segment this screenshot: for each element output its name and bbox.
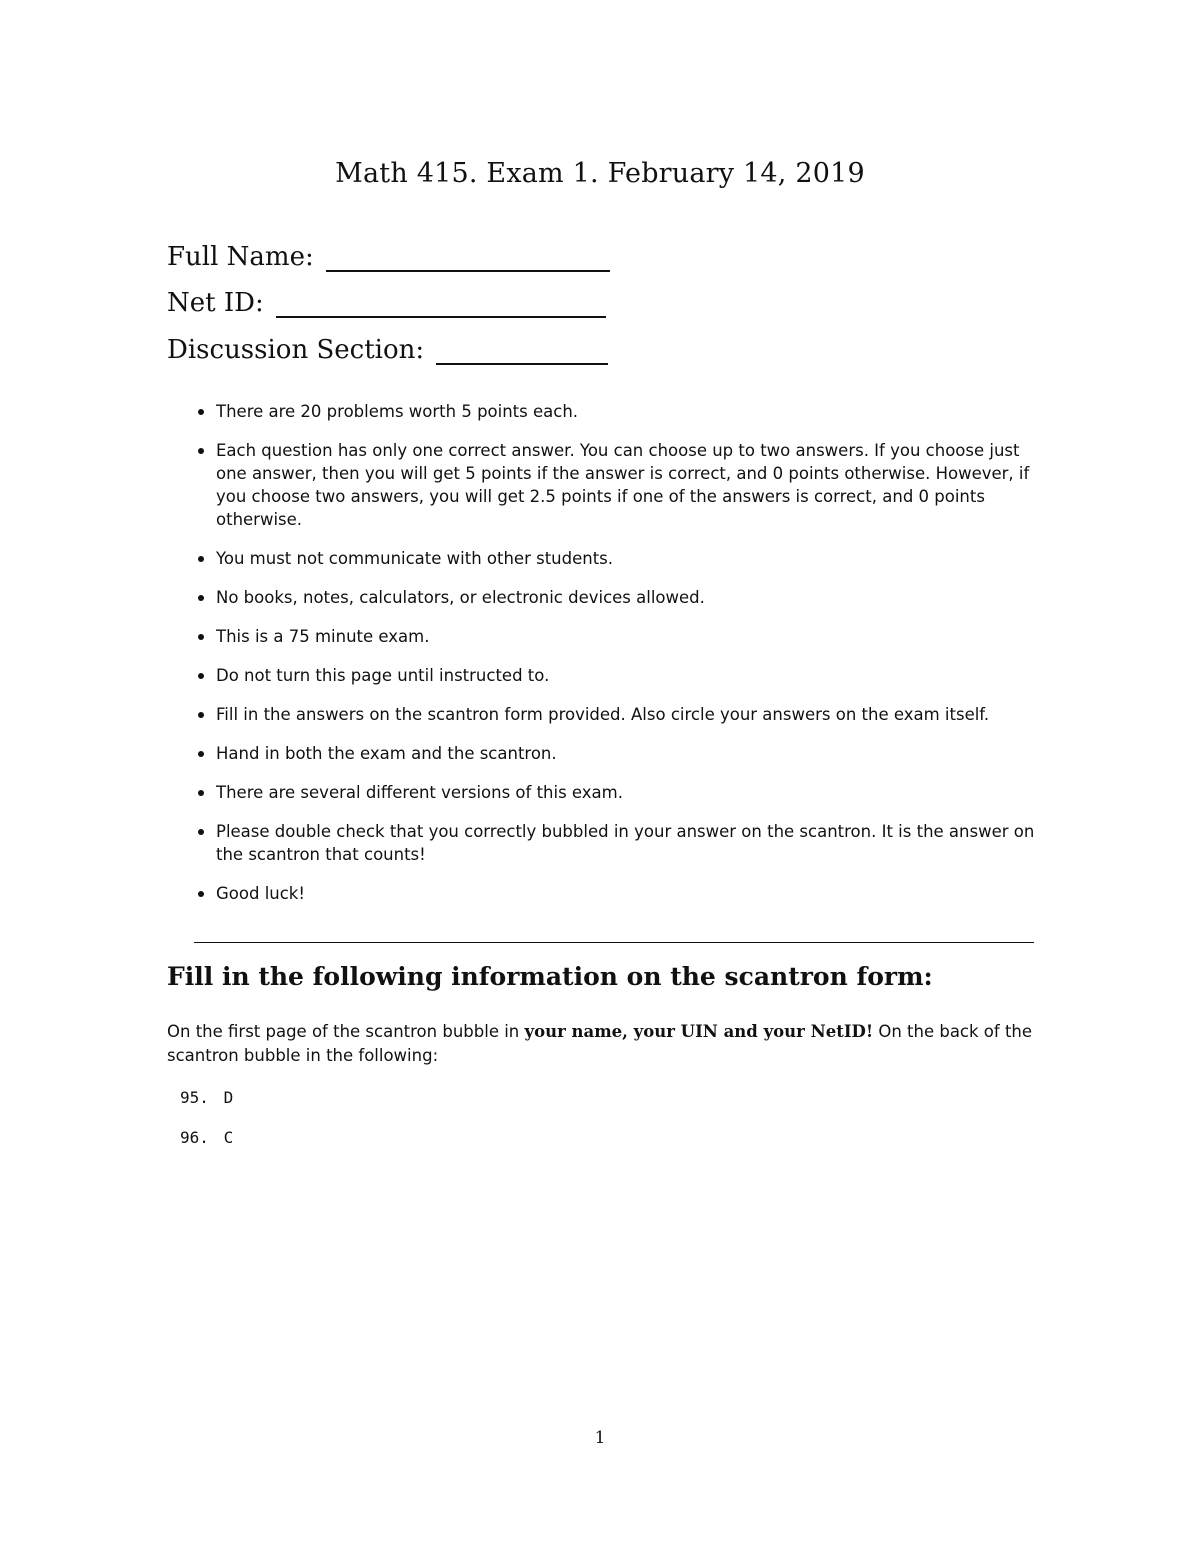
instructions-list	[196, 400, 1036, 921]
answer-number: 95.	[180, 1088, 209, 1107]
list-item	[196, 781, 1036, 804]
instruction-text: This is a 75 minute exam.	[216, 627, 430, 646]
bullet-icon	[198, 790, 204, 796]
instruction-text: You must not communicate with other students.	[216, 549, 614, 568]
answer-number: 96.	[180, 1128, 209, 1147]
list-item	[180, 1086, 233, 1110]
list-item	[180, 1126, 233, 1150]
instruction-text: No books, notes, calculators, or electronic devices allowed.	[216, 588, 705, 607]
discussion-section-label: Discussion Section:	[167, 335, 425, 365]
list-item	[196, 439, 1036, 531]
full-name-row	[167, 238, 610, 272]
instruction-text: Good luck!	[216, 884, 305, 903]
list-item	[196, 625, 1036, 648]
answer-value: D	[223, 1088, 234, 1107]
bullet-icon	[198, 409, 204, 415]
list-item	[196, 547, 1036, 570]
instruction-text: Each question has only one correct answer. You can choose up to two answers. If you choose just one answer, then you will get 5 points if the answer is correct, and 0 points otherwise. However, if you choose two answers, you will get 2.5 points if one of the answers is correct, and 0 points otherwise.	[216, 441, 1030, 529]
page-number: 1	[594, 1428, 606, 1448]
bullet-icon	[198, 634, 204, 640]
list-item	[196, 742, 1036, 765]
scantron-intro-bold: your name, your UIN and your NetID!	[524, 1022, 874, 1041]
net-id-row	[167, 284, 606, 318]
scantron-heading: Fill in the following information on the scantron form:	[167, 962, 933, 991]
bullet-icon	[198, 673, 204, 679]
instruction-text: Do not turn this page until instructed to.	[216, 666, 550, 685]
scantron-intro-end: On the back of the scantron bubble in the following:	[167, 1022, 1033, 1065]
list-item	[196, 820, 1036, 866]
list-item	[196, 703, 1036, 726]
instruction-text: There are several different versions of this exam.	[216, 783, 623, 802]
divider	[194, 942, 1034, 943]
bullet-icon	[198, 712, 204, 718]
net-id-label: Net ID:	[167, 288, 264, 318]
list-item	[196, 586, 1036, 609]
discussion-section-blank[interactable]	[436, 337, 608, 365]
answer-value: C	[223, 1128, 234, 1147]
bullet-icon	[198, 556, 204, 562]
instruction-text: Fill in the answers on the scantron form provided. Also circle your answers on the exam itself.	[216, 705, 990, 724]
instruction-text: There are 20 problems worth 5 points each.	[216, 402, 579, 421]
bullet-icon	[198, 829, 204, 835]
instruction-text: Hand in both the exam and the scantron.	[216, 744, 557, 763]
full-name-blank[interactable]	[326, 244, 610, 272]
bullet-icon	[198, 751, 204, 757]
list-item	[196, 882, 1036, 905]
list-item	[196, 400, 1036, 423]
scantron-answer-list	[180, 1086, 233, 1166]
exam-title: Math 415. Exam 1. February 14, 2019	[335, 158, 865, 189]
full-name-label: Full Name:	[167, 242, 314, 272]
discussion-section-row	[167, 331, 608, 365]
list-item	[196, 664, 1036, 687]
bullet-icon	[198, 448, 204, 454]
bullet-icon	[198, 891, 204, 897]
scantron-intro	[167, 1020, 1037, 1068]
scantron-intro-start: On the first page of the scantron bubble in	[167, 1022, 525, 1041]
instruction-text: Please double check that you correctly bubbled in your answer on the scantron. It is the answer on the scantron that counts!	[216, 822, 1035, 864]
bullet-icon	[198, 595, 204, 601]
net-id-blank[interactable]	[276, 290, 606, 318]
